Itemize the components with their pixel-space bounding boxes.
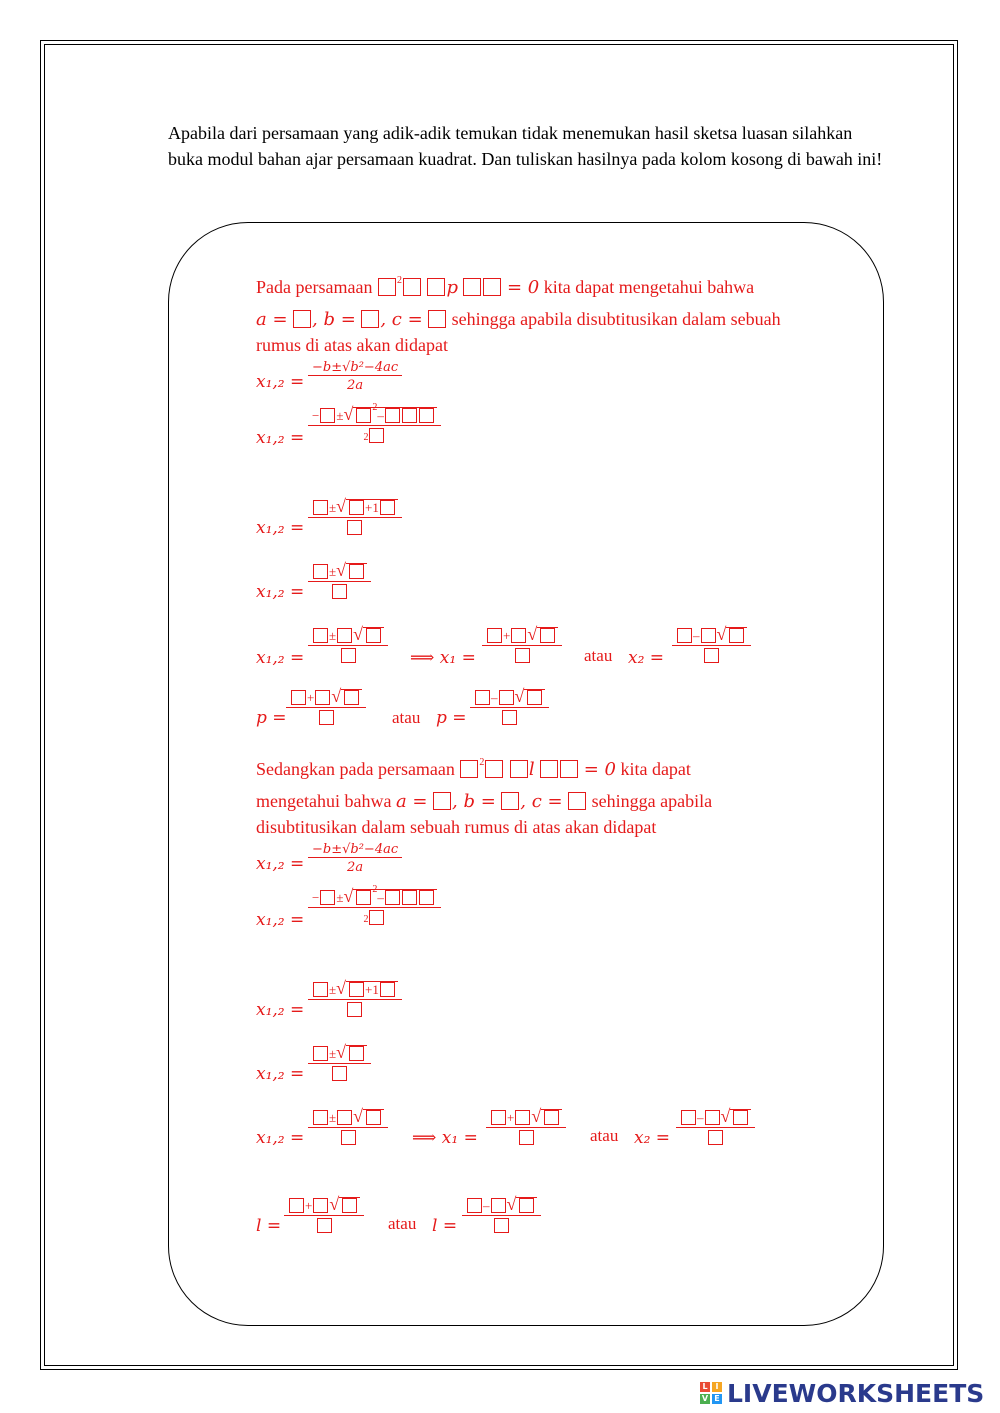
p-label: p = (436, 708, 467, 728)
atau-label: atau (392, 708, 421, 727)
answer-box[interactable] (540, 760, 558, 778)
x1-label: ⟹ x₁ = (410, 648, 476, 668)
a-box[interactable] (293, 310, 311, 328)
p2-fraction: – √ (470, 686, 549, 726)
atau-label: atau (590, 1126, 619, 1145)
lhs-label: x₁,₂ = (256, 582, 305, 602)
x2-label: x₂ = (634, 1128, 671, 1148)
step-1-fraction: − ±√ $^2$– 2 (308, 886, 441, 926)
l1-fraction: + √ (284, 1194, 364, 1234)
step-3-fraction: ±√ (308, 1042, 371, 1082)
answer-box[interactable] (485, 760, 503, 778)
lhs-label: x₁,₂ = (256, 854, 305, 874)
s1-line2: a = , b = , c = sehingga apabila disubtitusikan dalam sebuah (256, 309, 781, 330)
x2-fraction: – √ (672, 624, 751, 664)
answer-box[interactable] (483, 278, 501, 296)
atau-label: atau (584, 646, 613, 665)
b-box[interactable] (501, 792, 519, 810)
lhs-label: x₁,₂ = (256, 1128, 305, 1148)
liveworksheets-logo (700, 1378, 984, 1408)
lhs-label: x₁,₂ = (256, 428, 305, 448)
atau-label: atau (388, 1214, 417, 1233)
lhs-label: x₁,₂ = (256, 1000, 305, 1020)
answer-box[interactable] (463, 278, 481, 296)
s1-line1: Pada persamaan $^2$ p = 0 kita dapat mengetahui bahwa (256, 275, 755, 298)
answer-box[interactable] (403, 278, 421, 296)
l-label: l = (432, 1216, 458, 1236)
s2-line2: mengetahui bahwa a = , b = , c = sehingga apabila (256, 791, 713, 812)
l-label: l = (256, 1216, 282, 1236)
lhs-label: x₁,₂ = (256, 648, 305, 668)
quadratic-formula: −b±√b²−4ac 2a (308, 360, 402, 393)
answer-box[interactable] (510, 760, 528, 778)
lhs-label: x₁,₂ = (256, 1064, 305, 1084)
logo-text: LIVEWORKSHEETS (727, 1378, 985, 1408)
logo-icon: L I V E (700, 1382, 722, 1404)
answer-box[interactable] (560, 760, 578, 778)
x2-fraction: – √ (676, 1106, 755, 1146)
c-box[interactable] (568, 792, 586, 810)
p-label: p = (256, 708, 287, 728)
step-2-fraction: ±√ +1 (308, 496, 402, 536)
lhs-label: x₁,₂ = (256, 910, 305, 930)
s2-line1: Sedangkan pada persamaan $^2$ l = 0 kita dapat (256, 757, 691, 780)
step-3-fraction: ±√ (308, 560, 371, 600)
step-2-fraction: ±√ +1 (308, 978, 402, 1018)
answer-box[interactable] (378, 278, 396, 296)
intro-paragraph: Apabila dari persamaan yang adik-adik temukan tidak menemukan hasil sketsa luasan silahkan buka modul bahan ajar persamaan kuadrat. Dan tuliskan hasilnya pada kolom kosong di bawah ini! (168, 123, 883, 169)
a-box[interactable] (433, 792, 451, 810)
quadratic-formula: −b±√b²−4ac 2a (308, 842, 402, 875)
c-box[interactable] (428, 310, 446, 328)
s1-line3: rumus di atas akan didapat (256, 335, 448, 355)
answer-box[interactable] (460, 760, 478, 778)
answer-box[interactable] (427, 278, 445, 296)
x2-label: x₂ = (628, 648, 665, 668)
s2-line3: disubtitusikan dalam sebuah rumus di atas akan didapat (256, 817, 657, 837)
p1-fraction: + √ (286, 686, 366, 726)
lhs-label: x₁,₂ = (256, 372, 305, 392)
lhs-label: x₁,₂ = (256, 518, 305, 538)
step-4-fraction: ± √ (308, 1106, 388, 1146)
l2-fraction: – √ (462, 1194, 541, 1234)
b-box[interactable] (361, 310, 379, 328)
step-4-fraction: ± √ (308, 624, 388, 664)
x1-fraction: + √ (486, 1106, 566, 1146)
x1-fraction: + √ (482, 624, 562, 664)
x1-label: ⟹ x₁ = (412, 1128, 478, 1148)
step-1-fraction: − ±√ $^2$– 2 (308, 404, 441, 444)
